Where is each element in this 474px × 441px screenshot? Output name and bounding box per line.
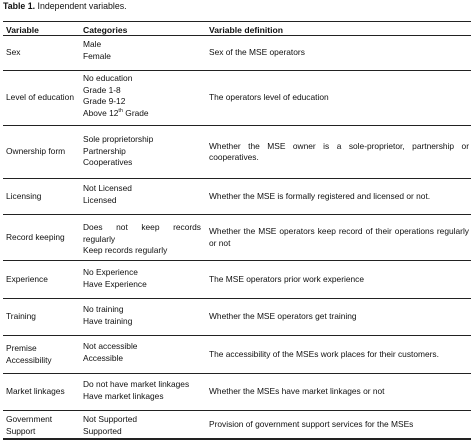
categories-cell: Not accessible Accessible (83, 341, 138, 363)
categories-cell: Not Licensed Licensed (83, 183, 132, 205)
definition-cell: Whether the MSE owner is a sole-proprietor, partnership or cooperatives. (209, 140, 469, 162)
definition-cell: Whether the MSE operators keep record of their operations regularly or not (209, 226, 469, 248)
table-row (0, 215, 474, 260)
table-row (0, 374, 474, 410)
variable-cell: Market linkages (6, 386, 65, 397)
table-caption (3, 1, 127, 11)
variable-cell: Government Support (6, 414, 53, 436)
table-row (0, 126, 474, 178)
categories-cell: No education Grade 1-8 Grade 9-12 Above 12th Grade (83, 73, 149, 118)
caption-text: Independent variables. (35, 1, 127, 11)
table-top-rule (3, 21, 471, 22)
header-definition: Variable definition (209, 25, 284, 35)
definition-cell: Whether the MSE is formally registered and licensed or not. (209, 190, 431, 201)
categories-cell: Male Female (83, 39, 111, 61)
definition-cell: The accessibility of the MSEs work places for their customers. (209, 348, 439, 359)
variable-cell: Licensing (6, 190, 42, 201)
variable-cell: Sex (6, 47, 21, 58)
categories-cell: No Experience Have Experience (83, 267, 147, 289)
definition-cell: Provision of government support services for the MSEs (209, 418, 414, 429)
table-row (0, 336, 474, 373)
table-row (0, 411, 474, 438)
variable-cell: Level of education (6, 92, 74, 103)
definition-cell: The operators level of education (209, 92, 329, 103)
variable-cell: Premise Accessibility (6, 343, 52, 365)
definition-cell: Whether the MSEs have market linkages or not (209, 386, 385, 397)
variable-cell: Ownership form (6, 146, 66, 157)
categories-cell: Do not have market linkages Have market linkages (83, 379, 190, 401)
variable-cell: Experience (6, 273, 48, 284)
table-row (0, 71, 474, 125)
variable-cell: Record keeping (6, 231, 65, 242)
definition-cell: Sex of the MSE operators (209, 47, 305, 58)
table-row (0, 299, 474, 335)
table-row (0, 179, 474, 214)
table-bottom-rule (3, 438, 471, 440)
table-row (0, 36, 474, 70)
variable-cell: Training (6, 311, 36, 322)
definition-cell: The MSE operators prior work experience (209, 273, 365, 284)
categories-cell: Sole proprietorship Partnership Cooperatives (83, 134, 154, 167)
caption-label: Table 1. (3, 1, 36, 11)
categories-cell: Not Supported Supported (83, 414, 138, 436)
categories-cell: Does not keep records regularly Keep records regularly (83, 222, 201, 255)
definition-cell: Whether the MSE operators get training (209, 311, 357, 322)
header-categories: Categories (83, 25, 128, 35)
table-row (0, 261, 474, 298)
header-variable: Variable (6, 25, 39, 35)
categories-cell: No training Have training (83, 304, 133, 326)
